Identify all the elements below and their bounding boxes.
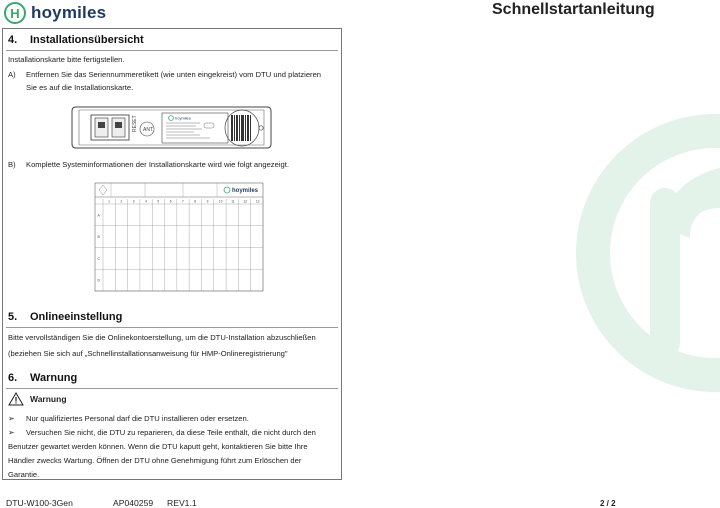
card-column-label: 7 — [182, 199, 184, 204]
divider — [6, 50, 338, 51]
card-column-label: 9 — [206, 199, 209, 204]
section-5-text-cont: (beziehen Sie sich auf „Schnellinstallationsanweisung für HMP-Onlineregistrierung" — [8, 349, 288, 358]
svg-text:hoymiles: hoymiles — [175, 115, 191, 121]
dtu-device-illustration — [70, 105, 273, 150]
step-a-text-cont: Sie es auf die Installationskarte. — [26, 83, 134, 92]
warning-triangle-icon — [8, 392, 24, 406]
section-4-heading: 4. Installationsübersicht — [8, 34, 144, 46]
svg-text:ANT: ANT — [143, 127, 153, 133]
brand-name: hoymiles — [31, 3, 107, 22]
card-column-label: 3 — [132, 199, 135, 204]
card-column-label: 10 — [218, 199, 223, 204]
document-title: Schnellstartanleitung — [492, 1, 655, 18]
card-column-label: 6 — [169, 199, 172, 204]
card-row-label: C — [97, 256, 101, 261]
step-a-text: A) Entfernen Sie das Seriennummeretikett (wie unten eingekreist) vom DTU und platzieren — [8, 70, 322, 79]
page-number: 2 / 2 — [600, 499, 616, 508]
card-row-label: A — [97, 213, 100, 218]
content-frame — [2, 28, 342, 480]
hoymiles-logo-icon: H — [4, 2, 26, 24]
section-5-heading: 5. Onlineeinstellung — [8, 311, 123, 323]
section-5-text: Bitte vervollständigen Sie die Onlinekontoerstellung, um die DTU-Installation abzuschließen — [8, 333, 316, 342]
footer-model: DTU-W100-3Gen — [6, 498, 73, 508]
card-column-label: 2 — [120, 199, 123, 204]
card-row-label: B — [97, 235, 100, 240]
section-6-heading: 6. Warnung — [8, 372, 78, 384]
card-column-label: 8 — [194, 199, 197, 204]
footer-doc-code: AP040259 — [113, 498, 154, 508]
svg-text:hoymiles: hoymiles — [232, 188, 259, 194]
warning-bullet-2-cont: Garantie. — [8, 470, 40, 479]
section-4-intro: Installationskarte bitte fertigstellen. — [8, 55, 125, 64]
divider — [6, 388, 338, 389]
card-column-label: 12 — [243, 199, 248, 204]
warning-bullet-2-cont: Händler zwecks Wartung. Öffnen der DTU ohne Genehmigung führt zum Erlöschen der — [8, 456, 302, 465]
warning-bullet-2: ➢ Versuchen Sie nicht, die DTU zu reparieren, da diese Teile enthält, die nicht durch den — [8, 428, 316, 437]
card-column-label: 4 — [145, 199, 147, 204]
card-column-label: 1 — [108, 199, 110, 204]
warning-bullet-1: ➢ Nur qualifiziertes Personal darf die DTU installieren oder ersetzen. — [8, 414, 249, 423]
card-column-label: 5 — [157, 199, 160, 204]
card-column-label: 13 — [255, 199, 260, 204]
warning-bullet-2-cont: Benutzer gewartet werden können. Wenn die DTU kaputt geht, kontaktieren Sie bitte Ihre — [8, 442, 308, 451]
hoymiles-logo — [4, 2, 106, 24]
divider — [6, 327, 338, 328]
installation-card-illustration — [87, 179, 271, 297]
card-row-label: D — [97, 278, 101, 283]
step-b-text: B) Komplette Systeminformationen der Installationskarte wird wie folgt angezeigt. — [8, 160, 289, 169]
card-column-label: 11 — [231, 199, 235, 204]
footer-revision: REV1.1 — [167, 498, 197, 508]
svg-text:RESET: RESET — [132, 115, 138, 132]
hoymiles-watermark-icon — [570, 108, 720, 398]
warning-label: Warnung — [8, 392, 67, 406]
